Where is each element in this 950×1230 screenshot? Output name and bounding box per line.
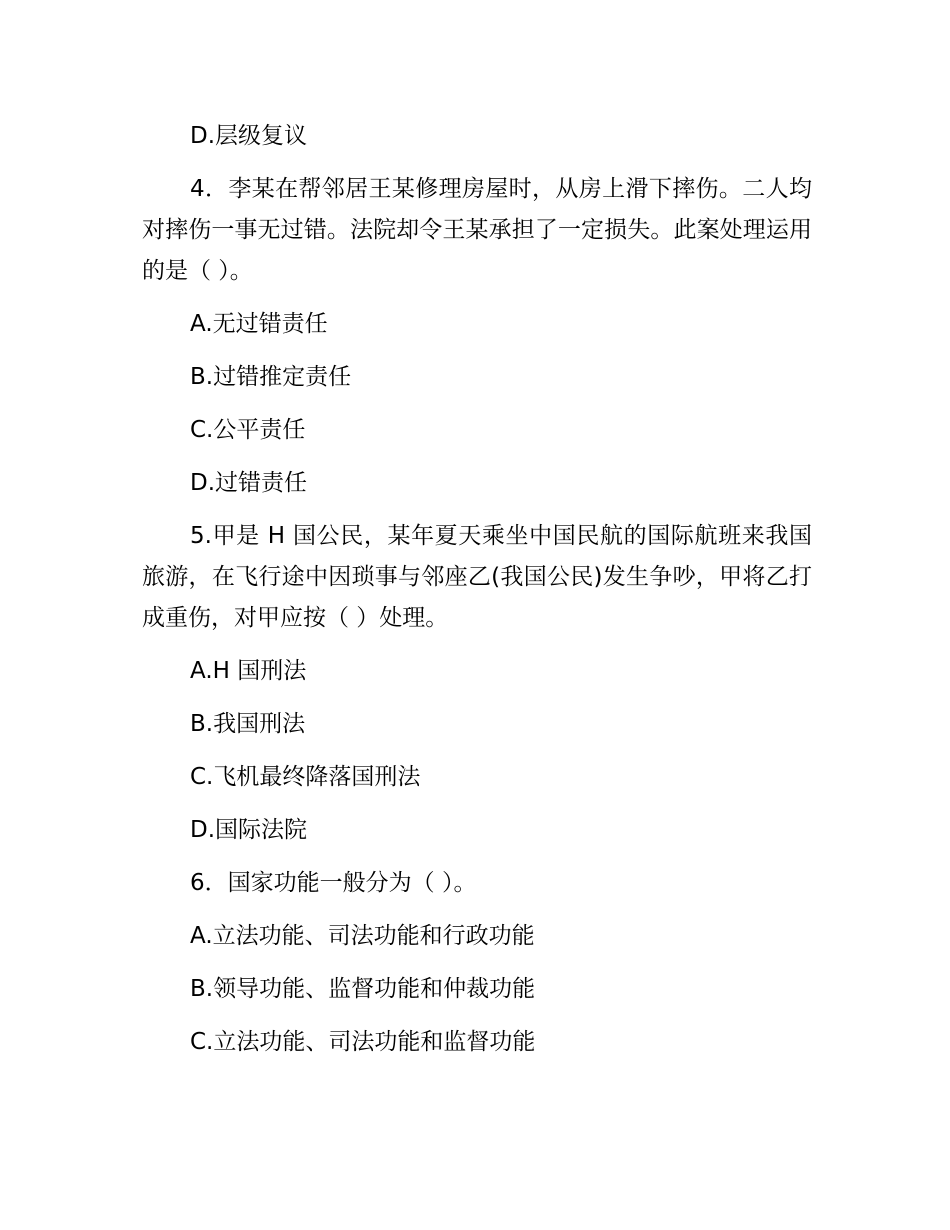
question-6: 6．国家功能一般分为（ ）。 [190, 870, 477, 896]
document-body [142, 116, 812, 1075]
q6-option-b: B.领导功能、监督功能和仲裁功能 [190, 976, 536, 1002]
q5-option-d: D.国际法院 [190, 817, 308, 843]
q4-option-d: D.过错责任 [190, 470, 308, 496]
q5-option-c: C.飞机最终降落国刑法 [190, 764, 421, 790]
q6-option-a: A.立法功能、司法功能和行政功能 [190, 923, 535, 949]
q6-option-c: C.立法功能、司法功能和监督功能 [190, 1029, 536, 1055]
q4-option-c: C.公平责任 [190, 417, 306, 443]
q5-option-a: A.H 国刑法 [190, 658, 307, 684]
q5-option-b: B.我国刑法 [190, 711, 306, 737]
q4-option-b: B.过错推定责任 [190, 364, 352, 390]
question-4: 4．李某在帮邻居王某修理房屋时，从房上滑下摔伤。二人均对摔伤一事无过错。法院却令王某承担了一定损失。此案处理运用的是（ ）。 [142, 176, 812, 284]
q4-option-a: A.无过错责任 [190, 311, 328, 337]
question-5: 5.甲是 H 国公民，某年夏天乘坐中国民航的国际航班来我国旅游，在飞行途中因琐事与邻座乙(我国公民)发生争吵，甲将乙打成重伤，对甲应按（ ）处理。 [142, 523, 812, 631]
q3-option-d: D.层级复议 [190, 123, 308, 149]
